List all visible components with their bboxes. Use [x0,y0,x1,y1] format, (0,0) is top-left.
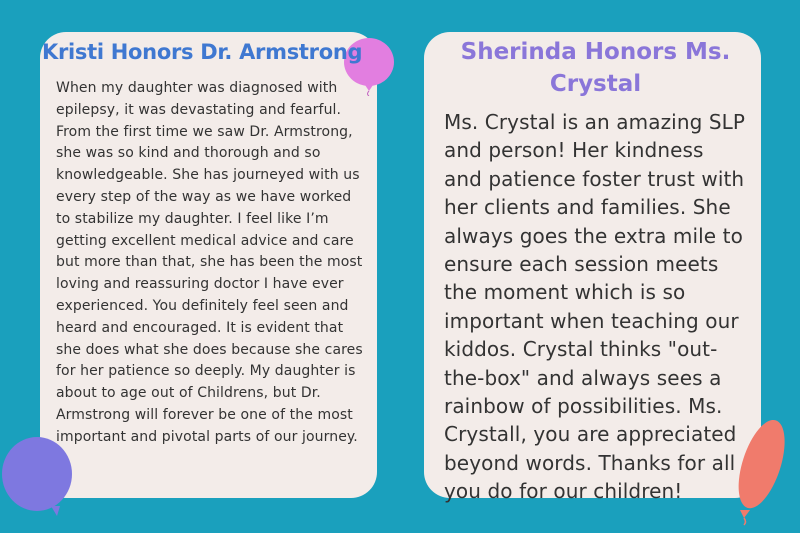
card-title: Sherinda Honors Ms. Crystal [460,39,731,97]
testimonial-card-kristi [40,32,377,498]
card-body: When my daughter was diagnosed with epilepsy, it was devastating and fearful. From the first time we saw Dr. Armstrong, she was so kind and thorough and so knowledgeable. She has journeyed with us every step of the way as we have worked to stabilize my daughter. I feel like I’m getting excellent medical advice and care but more than that, she has been the most loving and reassuring doctor I have ever experienced. You definitely feel seen and heard and encouraged. It is evident that she does what she does because she cares for her patience so deeply. My daughter is about to age out of Childrens, but Dr. Armstrong will forever be one of the most important and pivotal parts of our journey. [56,80,363,445]
card-body: Ms. Crystal is an amazing SLP and person! Her kindness and patience foster trust with her clients and families. She always goes the extra mile to ensure each session meets the moment which is so important when teaching our kiddos. Crystal thinks "out-the-box" and always sees a rainbow of possibilities. Ms. Crystall, you are appreciated beyond words. Thanks for all you do for our children! [444,110,746,504]
purple-balloon-icon [0,436,76,526]
card-title: Kristi Honors Dr. Armstrong [42,40,363,64]
coral-balloon-icon [730,418,792,526]
testimonial-card-sherinda [424,32,761,504]
